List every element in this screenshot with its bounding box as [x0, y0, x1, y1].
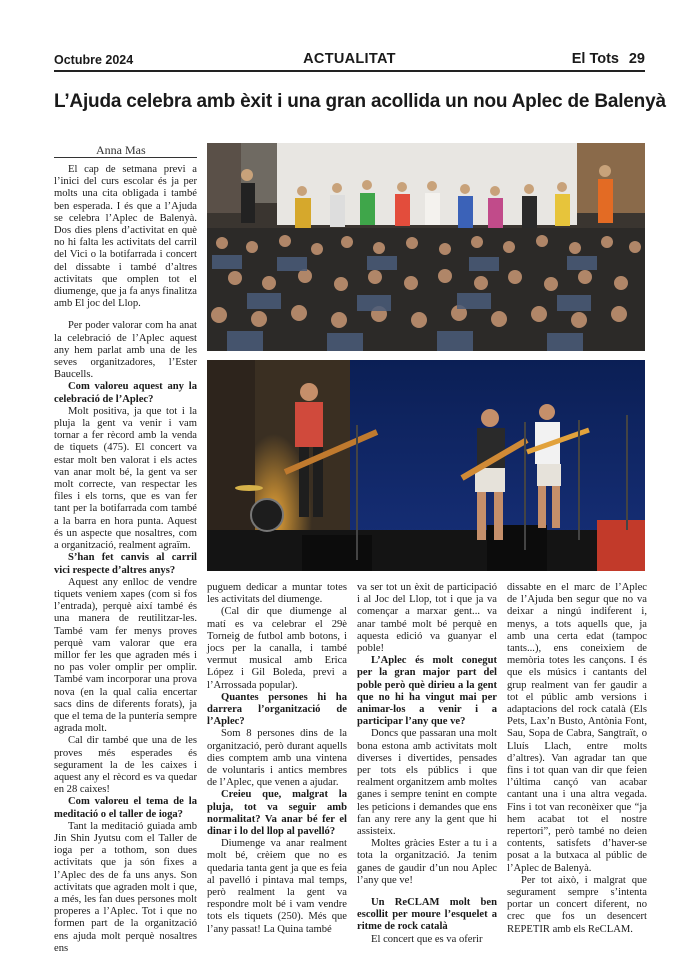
interview-question: S’han fet canvis al carril vici respecte d’altres anys? — [54, 552, 197, 576]
paragraph: puguem dedicar a muntar totes les activitats del diumenge. — [207, 582, 347, 606]
paragraph: Aquest any enlloc de vendre tiquets veniem xapes (com si fos l’entrada), perquè així també és una manera de reutilitzar-les. També vam fer menys proves perquè vam valorar que era millor fer les que agraden més i no pas voler omplir per omplir. També vam incorporar una prova nova (en la qual calia encertar sacs dins de diferents forats), ja que el tema de la puntería sempre agrada molt. — [54, 576, 197, 735]
section-name: ACTUALITAT — [303, 51, 396, 67]
concert-photo-image — [207, 360, 645, 571]
subheading: Un ReCLAM molt ben escollit per moure l’esquelet a ritme de rock català — [357, 897, 497, 933]
article-column-3 — [357, 582, 497, 946]
crowd-photo-image — [207, 143, 645, 351]
issue-date: Octubre 2024 — [54, 53, 134, 67]
paragraph: Doncs que passaran una molt bona estona amb activitats molt diverses i divertides, pensades per tots els públics i que realment organitzem amb moltes ganes i sempre tenint en compte les peticions i demandes que ens fan any rere any la gent que hi assisteix. — [357, 728, 497, 838]
paragraph: (Cal dir que diumenge al matí es va celebrar el 29è Torneig de futbol amb botons, i jocs per la canalla, i també vermut musical amb Erica López i Gil Boleda, previ a l’Arrossada popular). — [207, 606, 347, 691]
article-column-4 — [507, 582, 647, 936]
article-column-2 — [207, 582, 347, 936]
paragraph: dissabte en el marc de l’Aplec de l’Ajuda ben segur que no va deixar a ningú indiferent i, menys, a tots aquells que, ja amb una certa edat (tampoc tants...), ens coneixiem de memòria totes les cançons. I és que els músics i cantants del grup realment van fer gaudir a tot el públic amb versions i adaptacions del rock català (Els Pets, Lax’n Busto, Antònia Font, Sau, Sopa de Cabra, Sangtraït, o Lluís Llach, entre molts d’altres). Van agradar tan que fins i tot quan van dir que feien l’última cançó van acabar cantant una i una altra vegada. Fins i tot van reconèixer que “ja hem acabat tot el nostre repertori”, però també no deien contents, satisfets d’haver-se posat a la butxaca al públic de l’Aplec de Balenyà. — [507, 582, 647, 874]
article-column-1 — [54, 164, 197, 955]
page-number: 29 — [628, 51, 645, 67]
paragraph: Moltes gràcies Ester a tu i a tota la organització. Ja tenim ganes de gaudir d’un nou Aplec l’any que ve! — [357, 838, 497, 886]
concert-photo — [207, 360, 645, 571]
paragraph: El cap de setmana previ a l’inici del curs escolar és ja per molts una cita obligada i també ben esperada. I és que a l’Ajuda se celebra l’Aplec de Balenyà. Dos dies plens d’activitat en què no hi falta les activitats del carril del Vici o la botifarrada i concert del dissabte i també d’altres activitats que omplen tot el diumenge, que ja fa anys finalitza amb El joc del Llop. — [54, 164, 197, 310]
author-byline: Anna Mas — [96, 143, 146, 157]
article-title: L’Ajuda celebra amb èxit i una gran acollida un nou Aplec de Balenyà — [54, 91, 666, 112]
interview-question: Creieu que, malgrat la pluja, tot va seguir amb normalitat? Va anar bé fer el dinar i lo del llop al pavelló? — [207, 789, 347, 838]
interview-question: Com valoreu aquest any la celebració de l’Aplec? — [54, 381, 197, 405]
paragraph: Per tot això, i malgrat que segurament sempre s’intenta portar un concert diferent, no crec que fos un desencert REPETIR amb els ReCLAM. — [507, 874, 647, 935]
header-rule — [54, 70, 645, 72]
paragraph: Tant la meditació guiada amb Jin Shin Jyutsu com el Taller de ioga per a tothom, son dues activitats que ja són fixes a l’Aplec des de fa uns anys. Son activitats que agraden molt i que, a més, les fan dues persones molt properes a l’Aplec. Tot i que no formen part de la organització ens ajuda molt perquè nosaltres ens — [54, 820, 197, 954]
paragraph: El concert que es va oferir — [371, 933, 483, 945]
paragraph: Per poder valorar com ha anat la celebració de l’Aplec aquest any hem parlat amb una de les seves organitzadores, l’Ester Baucells. — [54, 320, 197, 381]
interview-question: L’Aplec és molt conegut per la gran major part del poble però què dirieu a la gent que no hi ha vingut mai per animar-los a venir i a participar l’any que ve? — [357, 655, 497, 728]
byline-rule — [54, 157, 197, 158]
paragraph: Diumenge va anar realment molt bé, crèiem que no es quedaria tanta gent ja que es feia al pavelló i pintava mal temps, però realment la gent va respondre molt bé i vam vendre tots els tiquets (250). Més que l’any passat! La Quina també — [207, 838, 347, 935]
publication-name: El Tots — [571, 51, 619, 67]
paragraph: Molt positiva, ja que tot i la pluja la gent va venir i vam tornar a fer rècord amb la venda de tiquets (475). El concert va estar molt ben valorat i els actes van anar molt bé, la gent va ser molt correcte, van respectar les files i els torns, que es van fer tant per la botifarrada com també a la barra en hora punta. Aquest és un aspecte que nosaltres, com a organització, realment agraïm. — [54, 405, 197, 552]
paragraph: Som 8 persones dins de la organització, però durant aquells dies comptem amb una vintena de voluntaris i antics membres de l’Aplec, que venen a ajudar. — [207, 728, 347, 789]
crowd-photo — [207, 143, 645, 351]
interview-question: Quantes persones hi ha darrera l’organització de l’Aplec? — [207, 691, 347, 728]
paragraph: Cal dir també que una de les proves més esperades és segurament la de les caixes i aquest any el rècord es va quedar en 28 caixes! — [54, 735, 197, 796]
paragraph: va ser tot un èxit de participació i al Joc del Llop, tot i que ja va començar a marxar gent... va anar també molt bé perquè en aquesta edició va guanyar el poble! — [357, 582, 497, 655]
page-header — [54, 50, 645, 70]
interview-question: Com valoreu el tema de la meditació o el taller de ioga? — [54, 796, 197, 820]
